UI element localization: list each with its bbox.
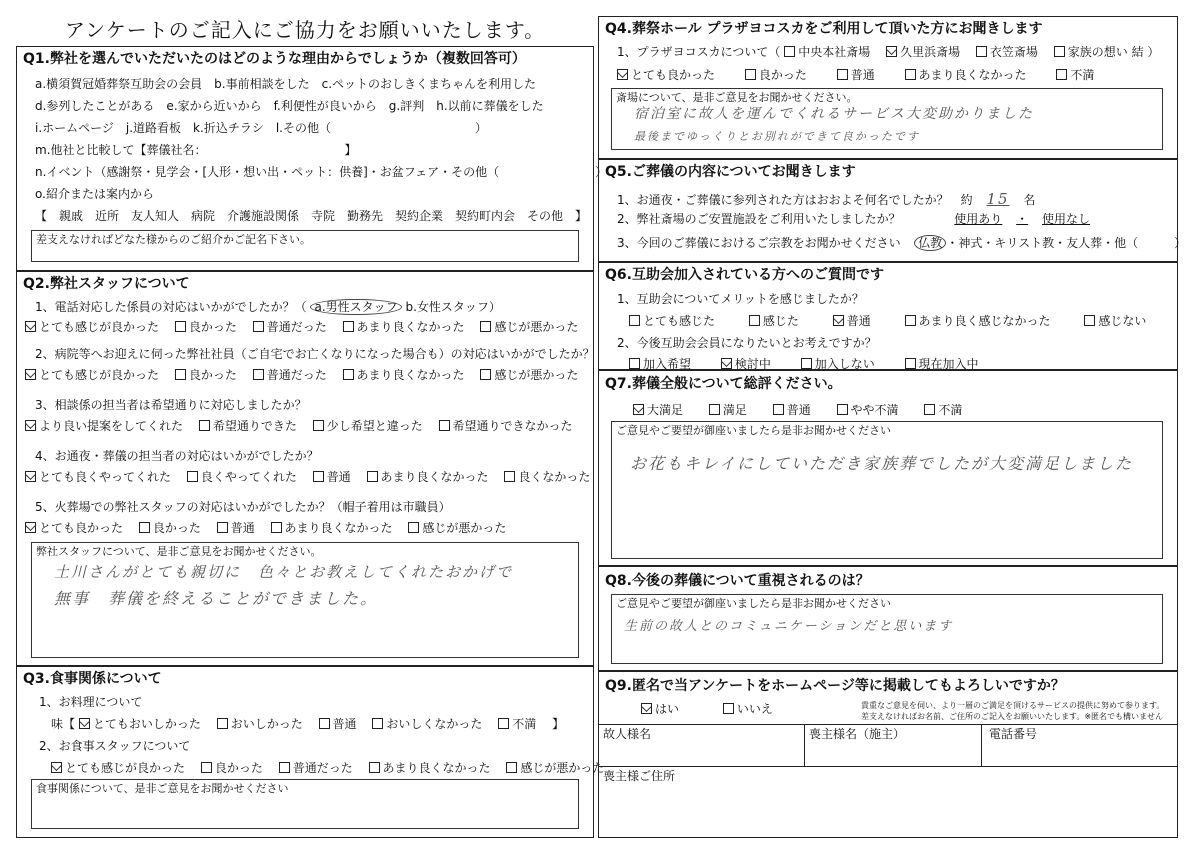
q2-s1-opt-3[interactable]: 普通だった	[253, 320, 327, 334]
q2-s5-opt-5[interactable]: 感じが悪かった	[408, 521, 506, 535]
q7-opt-2[interactable]: 満足	[709, 403, 747, 417]
q5-section	[598, 159, 1187, 262]
checkbox[interactable]	[313, 471, 324, 482]
checkbox[interactable]	[201, 762, 212, 773]
q5-s2-separator: ・	[1016, 212, 1029, 226]
checkbox[interactable]	[749, 315, 760, 326]
q2-s1-options	[25, 320, 590, 334]
checkbox[interactable]	[279, 762, 290, 773]
checkbox[interactable]	[784, 46, 795, 57]
q2-s3-opt-3[interactable]: 少し希望と違った	[313, 419, 423, 433]
checkbox-checked[interactable]	[79, 718, 90, 729]
q8-heading: Q8.今後の葬儀について重視されるのは？	[605, 573, 870, 589]
checkbox[interactable]	[372, 718, 383, 729]
q2-s4-question: 4、お通夜・葬儀の担当者の対応はいかがでしたか？	[35, 449, 319, 463]
q1-row-1[interactable]: a.横須賀冠婚葬祭互助会の会員 b.事前相談をした c.ペットのおしきくまちゃんを利用した	[35, 77, 537, 91]
q4-opt-1[interactable]: とても良かった	[617, 68, 715, 82]
checkbox[interactable]	[976, 46, 987, 57]
q4-options	[617, 68, 1106, 82]
q6-heading: Q6.互助会加入されている方へのご質問です	[605, 267, 884, 283]
q2-s2-opt-5[interactable]: 感じが悪かった	[480, 368, 578, 382]
q7-opt-4[interactable]: やや不満	[837, 403, 899, 417]
q1-section	[16, 46, 608, 271]
checkbox[interactable]	[504, 471, 515, 482]
checkbox[interactable]	[217, 522, 228, 533]
q3-s2-opt-5[interactable]: 感じが悪かった	[506, 761, 604, 775]
q2-comment-label: 弊社スタッフについて、是非ご意見をお聞かせください。	[36, 545, 322, 558]
q6-s1-opt-5[interactable]: 感じない	[1084, 314, 1146, 328]
q4-s1-text: 1、プラザヨコスカについて（	[617, 45, 781, 59]
address-field[interactable]: 喪主様ご住所	[603, 769, 676, 783]
q5-s3-buddhist[interactable]: 仏教	[914, 235, 946, 251]
q2-s2-opt-1[interactable]: とても感じが良かった	[25, 368, 159, 382]
checkbox-checked[interactable]	[51, 762, 62, 773]
q6-s2-opt-3[interactable]: 加入しない	[801, 357, 875, 371]
q2-s2-options	[25, 368, 590, 382]
q3-s2-options	[51, 761, 616, 775]
checkbox-checked[interactable]	[25, 369, 36, 380]
checkbox[interactable]	[217, 718, 228, 729]
q2-s5-opt-1[interactable]: とても良かった	[25, 521, 123, 535]
checkbox[interactable]	[253, 369, 264, 380]
checkbox-checked[interactable]	[721, 358, 732, 369]
checkbox[interactable]	[271, 522, 282, 533]
q5-s2-row	[617, 212, 1090, 226]
checkbox[interactable]	[837, 69, 848, 80]
q2-s5-opt-3[interactable]: 普通	[217, 521, 255, 535]
q5-s3-text: 3、今回のご葬儀におけるご宗教をお聞かせください	[617, 236, 901, 250]
checkbox-checked[interactable]	[25, 321, 36, 332]
q4-handwriting-line-2: 最後までゆっくりとお別れができて良かったです	[634, 130, 920, 143]
q3-s2-opt-4[interactable]: あまり良くなかった	[369, 761, 491, 775]
q3-s2-opt-1[interactable]: とても感じが良かった	[51, 761, 185, 775]
q4-venue-3[interactable]: 衣笠斎場	[976, 45, 1038, 59]
q2-s5-opt-4[interactable]: あまり良くなかった	[271, 521, 393, 535]
checkbox[interactable]	[905, 358, 916, 369]
q2-s1-male-option[interactable]: a.男性スタッフ	[310, 299, 401, 315]
q3-s1-opt-4[interactable]: おいしくなかった	[372, 717, 482, 731]
q6-s1-question: 1、互助会についてメリットを感じましたか？	[617, 292, 864, 306]
q9-section	[598, 671, 1178, 838]
q5-s2-yes[interactable]: 使用あり	[954, 212, 1003, 226]
q2-s2-opt-3[interactable]: 普通だった	[253, 368, 327, 382]
q2-s4-opt-4[interactable]: あまり良くなかった	[367, 470, 489, 484]
q6-s1-opt-4[interactable]: あまり良く感じなかった	[905, 314, 1051, 328]
q7-opt-3[interactable]: 普通	[773, 403, 811, 417]
checkbox[interactable]	[745, 69, 756, 80]
q2-s4-opt-1[interactable]: とても良くやってくれた	[25, 470, 171, 484]
checkbox[interactable]	[709, 404, 720, 415]
q2-s1-text: 1、電話対応した係員の対応はいかがでしたか？（	[35, 300, 307, 314]
q9-options	[641, 702, 785, 716]
q3-s1-opt-5[interactable]: 不満	[498, 717, 536, 731]
q7-opt-5[interactable]: 不満	[924, 403, 962, 417]
q1-referral-options[interactable]: 【 親戚 近所 友人知人 病院 介護施設関係 寺院 勤務先 契約企業 契約町内会 その他 】	[35, 209, 588, 223]
q3-s2-question: 2、お食事スタッフについて	[39, 739, 191, 753]
q7-heading: Q7.葬儀全般について総評ください。	[605, 376, 842, 392]
checkbox[interactable]	[187, 471, 198, 482]
q8-comment-box[interactable]	[611, 594, 1163, 664]
q2-heading: Q2.弊社スタッフについて	[23, 276, 190, 292]
checkbox-checked[interactable]	[617, 69, 628, 80]
q2-s3-question: 3、相談係の担当者は希望通りに対応しましたか？	[35, 398, 307, 412]
q7-options	[633, 403, 974, 417]
q4-heading: Q4.葬祭ホール プラザヨコスカをご利用して頂いた方にお聞きします	[605, 21, 1043, 37]
q2-s1-opt-2[interactable]: 良かった	[175, 320, 237, 334]
checkbox[interactable]	[480, 369, 491, 380]
q4-section	[598, 16, 1178, 159]
q3-s1-opt-3[interactable]: 普通	[319, 717, 357, 731]
checkbox-checked[interactable]	[25, 471, 36, 482]
q6-s1-opt-2[interactable]: 感じた	[749, 314, 799, 328]
page-title: アンケートのご記入にご協力をお願いいたします。	[64, 18, 546, 42]
q3-s1-options	[51, 717, 564, 731]
q1-row-3[interactable]: i.ホームページ j.道路看板 k.折込チラシ l.その他（ ）	[35, 121, 487, 135]
q1-row-4[interactable]: m.他社と比較して【葬儀社名： 】	[35, 143, 357, 157]
q5-s3-row	[617, 235, 1186, 251]
title-box	[16, 16, 594, 46]
checkbox-checked[interactable]	[886, 46, 897, 57]
q6-s2-question: 2、今後互助会会員になりたいとお考えですか？	[617, 336, 877, 350]
checkbox[interactable]	[253, 321, 264, 332]
checkbox[interactable]	[367, 471, 378, 482]
q4-opt-3[interactable]: 普通	[837, 68, 875, 82]
q6-s2-opt-2[interactable]: 検討中	[721, 357, 771, 371]
q1-comment-label: 差支えなければどなた様からのご紹介かご記名下さい。	[36, 233, 311, 246]
checkbox[interactable]	[629, 358, 640, 369]
q3-section	[16, 666, 605, 838]
q8-section	[598, 566, 1178, 671]
q3-s1-question: 1、お料理について	[39, 695, 143, 709]
q5-attendee-count[interactable]: 15	[986, 190, 1010, 208]
q2-s3-opt-2[interactable]: 希望通りできた	[199, 419, 297, 433]
q1-row-6[interactable]: o.紹介または案内から	[35, 187, 154, 201]
q2-s2-question: 2、病院等へお迎えに伺った弊社社員（ご自宅でお亡くなりになった場合も）の対応はいかがでしたか？	[35, 347, 595, 361]
q5-s2-text: 2、弊社斎場のご安置施設をご利用いたしましたか？	[617, 212, 901, 226]
checkbox[interactable]	[629, 315, 640, 326]
q4-opt-4[interactable]: あまり良くなかった	[905, 68, 1027, 82]
checkbox[interactable]	[837, 404, 848, 415]
checkbox[interactable]	[506, 762, 517, 773]
q4-comment-box[interactable]	[611, 88, 1163, 150]
q2-handwriting-line-1: 土川さんがとても親切に 色々とお教えしてくれたおかげで	[54, 563, 514, 581]
q2-section	[16, 271, 594, 666]
phone-field[interactable]: 電話番号	[989, 727, 1038, 741]
q2-s2-opt-2[interactable]: 良かった	[175, 368, 237, 382]
q3-comment-label: 食事関係について、是非ご意見をお聞かせください	[36, 782, 289, 795]
checkbox[interactable]	[439, 420, 450, 431]
q2-s4-opt-5[interactable]: 良くなかった	[504, 470, 590, 484]
q6-s1-opt-3[interactable]: 普通	[833, 314, 871, 328]
checkbox[interactable]	[773, 404, 784, 415]
q1-row-2[interactable]: d.参列したことがある e.家から近いから f.利便性が良いから g.評判 h.以前に葬儀をした	[35, 99, 544, 113]
checkbox[interactable]	[801, 358, 812, 369]
q2-s5-question: 5、火葬場での弊社スタッフの対応はいかがでしたか？（帽子着用は市職員）	[35, 500, 451, 514]
q4-venue-1[interactable]: 中央本社斎場	[784, 45, 870, 59]
checkbox[interactable]	[313, 420, 324, 431]
q6-s1-options	[629, 314, 1158, 328]
q2-s1-opt-1[interactable]: とても感じが良かった	[25, 320, 159, 334]
q5-s1-row	[617, 190, 1035, 208]
q6-s1-opt-1[interactable]: とても感じた	[629, 314, 715, 328]
q9-note-2: 差支えなければお名前、ご住所のご記入をお願いいたします。※匿名でも構いません	[861, 712, 1164, 721]
checkbox[interactable]	[924, 404, 935, 415]
q2-s5-options	[25, 521, 518, 535]
footer-vline-1	[804, 724, 805, 766]
q2-s4-opt-3[interactable]: 普通	[313, 470, 351, 484]
q2-handwriting-line-2: 無事 葬儀を終えることができました。	[54, 589, 379, 608]
footer-divider-mid	[599, 766, 1177, 767]
q3-s1-opt-1[interactable]: とてもおいしかった	[79, 717, 201, 731]
q4-opt-2[interactable]: 良かった	[745, 68, 807, 82]
q9-yes[interactable]: はい	[641, 702, 679, 716]
q9-heading: Q9.匿名で当アンケートをホームページ等に掲載してもよろしいですか？	[605, 678, 1065, 694]
q4-comment-label: 斎場について、是非ご意見をお聞かせください。	[616, 91, 858, 104]
checkbox[interactable]	[369, 762, 380, 773]
q8-comment-label: ご意見やご要望が御座いましたら是非お聞かせください	[616, 597, 891, 610]
q2-s1-question	[35, 299, 501, 315]
q7-opt-1[interactable]: 大満足	[633, 403, 683, 417]
checkbox[interactable]	[1054, 46, 1065, 57]
checkbox[interactable]	[1056, 69, 1067, 80]
checkbox-checked[interactable]	[833, 315, 844, 326]
q5-s2-no[interactable]: 使用なし	[1041, 212, 1090, 226]
q2-s3-opt-4[interactable]: 希望通りできなかった	[439, 419, 573, 433]
checkbox-checked[interactable]	[25, 522, 36, 533]
q2-s3-opt-1[interactable]: より良い提案をしてくれた	[25, 419, 183, 433]
q3-heading: Q3.食事関係について	[23, 671, 162, 687]
q1-comment-box[interactable]	[31, 230, 579, 262]
q3-comment-box[interactable]	[31, 779, 579, 829]
checkbox[interactable]	[723, 703, 734, 714]
q2-s1-opt-4[interactable]: あまり良くなかった	[343, 320, 465, 334]
q3-s1-opt-2[interactable]: おいしかった	[217, 717, 303, 731]
checkbox[interactable]	[175, 369, 186, 380]
checkbox[interactable]	[199, 420, 210, 431]
q2-comment-box[interactable]	[31, 542, 579, 658]
q7-section	[598, 370, 1178, 566]
checkbox-checked[interactable]	[641, 703, 652, 714]
q5-s1-text: 1、お通夜・ご葬儀に参列された方はおおよそ何名でしたか？ 約	[617, 193, 973, 207]
q4-handwriting-line-1: 宿泊室に故人を運んでくれるサービス大変助かりました	[634, 106, 1034, 122]
q2-s1-opt-5[interactable]: 感じが悪かった	[480, 320, 578, 334]
checkbox[interactable]	[139, 522, 150, 533]
checkbox-checked[interactable]	[633, 404, 644, 415]
q6-s2-opt-4[interactable]: 現在加入中	[905, 357, 979, 371]
checkbox[interactable]	[480, 321, 491, 332]
checkbox[interactable]	[343, 321, 354, 332]
q2-s3-options	[25, 419, 585, 433]
q3-s2-opt-2[interactable]: 良かった	[201, 761, 263, 775]
q9-no[interactable]: いいえ	[723, 702, 773, 716]
q2-s4-opt-2[interactable]: 良くやってくれた	[187, 470, 297, 484]
q6-section	[598, 262, 1178, 370]
checkbox[interactable]	[343, 369, 354, 380]
q1-heading: Q1.弊社を選んでいただいたのはどのような理由からでしょうか（複数回答可）	[23, 51, 526, 67]
checkbox[interactable]	[905, 315, 916, 326]
q8-handwriting: 生前の故人とのコミュニケーションだと思います	[624, 619, 954, 634]
checkbox[interactable]	[1084, 315, 1095, 326]
q5-heading: Q5.ご葬儀の内容についてお聞きします	[605, 164, 856, 180]
q2-s4-options	[25, 470, 602, 484]
checkbox[interactable]	[175, 321, 186, 332]
checkbox-checked[interactable]	[25, 420, 36, 431]
q2-s5-opt-2[interactable]: 良かった	[139, 521, 201, 535]
q2-s2-opt-4[interactable]: あまり良くなかった	[343, 368, 465, 382]
q7-comment-label: ご意見やご要望が御座いましたら是非お聞かせください	[616, 424, 891, 437]
chief-mourner-field[interactable]: 喪主様名（施主）	[809, 727, 906, 741]
checkbox[interactable]	[905, 69, 916, 80]
checkbox[interactable]	[408, 522, 419, 533]
q7-comment-box[interactable]	[611, 421, 1163, 559]
q5-s1-unit: 名	[1023, 193, 1036, 207]
q3-s1-suffix: 】	[552, 717, 565, 731]
survey-sheet	[16, 16, 1187, 838]
q4-venue-2[interactable]: 久里浜斎場	[886, 45, 960, 59]
q4-venues-suffix: ）	[1147, 45, 1160, 59]
q5-s3-other-options[interactable]: ・神式・キリスト教・友人葬・他（ ）	[946, 236, 1187, 250]
q7-handwriting: お花もキレイにしていただき家族葬でしたが大変満足しました	[630, 454, 1134, 473]
q3-s2-opt-3[interactable]: 普通だった	[279, 761, 353, 775]
q4-venue-row	[617, 45, 1159, 59]
checkbox[interactable]	[498, 718, 509, 729]
q4-opt-5[interactable]: 不満	[1056, 68, 1094, 82]
footer-divider-top	[599, 724, 1177, 725]
q6-s2-opt-1[interactable]: 加入希望	[629, 357, 691, 371]
q3-s1-prefix: 味【	[51, 717, 76, 731]
q2-s1-female-option[interactable]: b.女性スタッフ）	[405, 300, 501, 314]
q9-note-1: 貴重なご意見を伺い、より一層のご満足を頂けるサービスの提供に努めて参ります。	[861, 701, 1165, 710]
checkbox[interactable]	[319, 718, 330, 729]
deceased-name-field[interactable]: 故人様名	[603, 727, 652, 741]
q4-venue-4[interactable]: 家族の想い 結	[1054, 45, 1144, 59]
footer-vline-2	[981, 724, 982, 766]
q1-row-5[interactable]: n.イベント（感謝祭・見学会・[人形・想い出・ペット：供養]・お盆フェア・その他（ ）	[35, 165, 608, 179]
